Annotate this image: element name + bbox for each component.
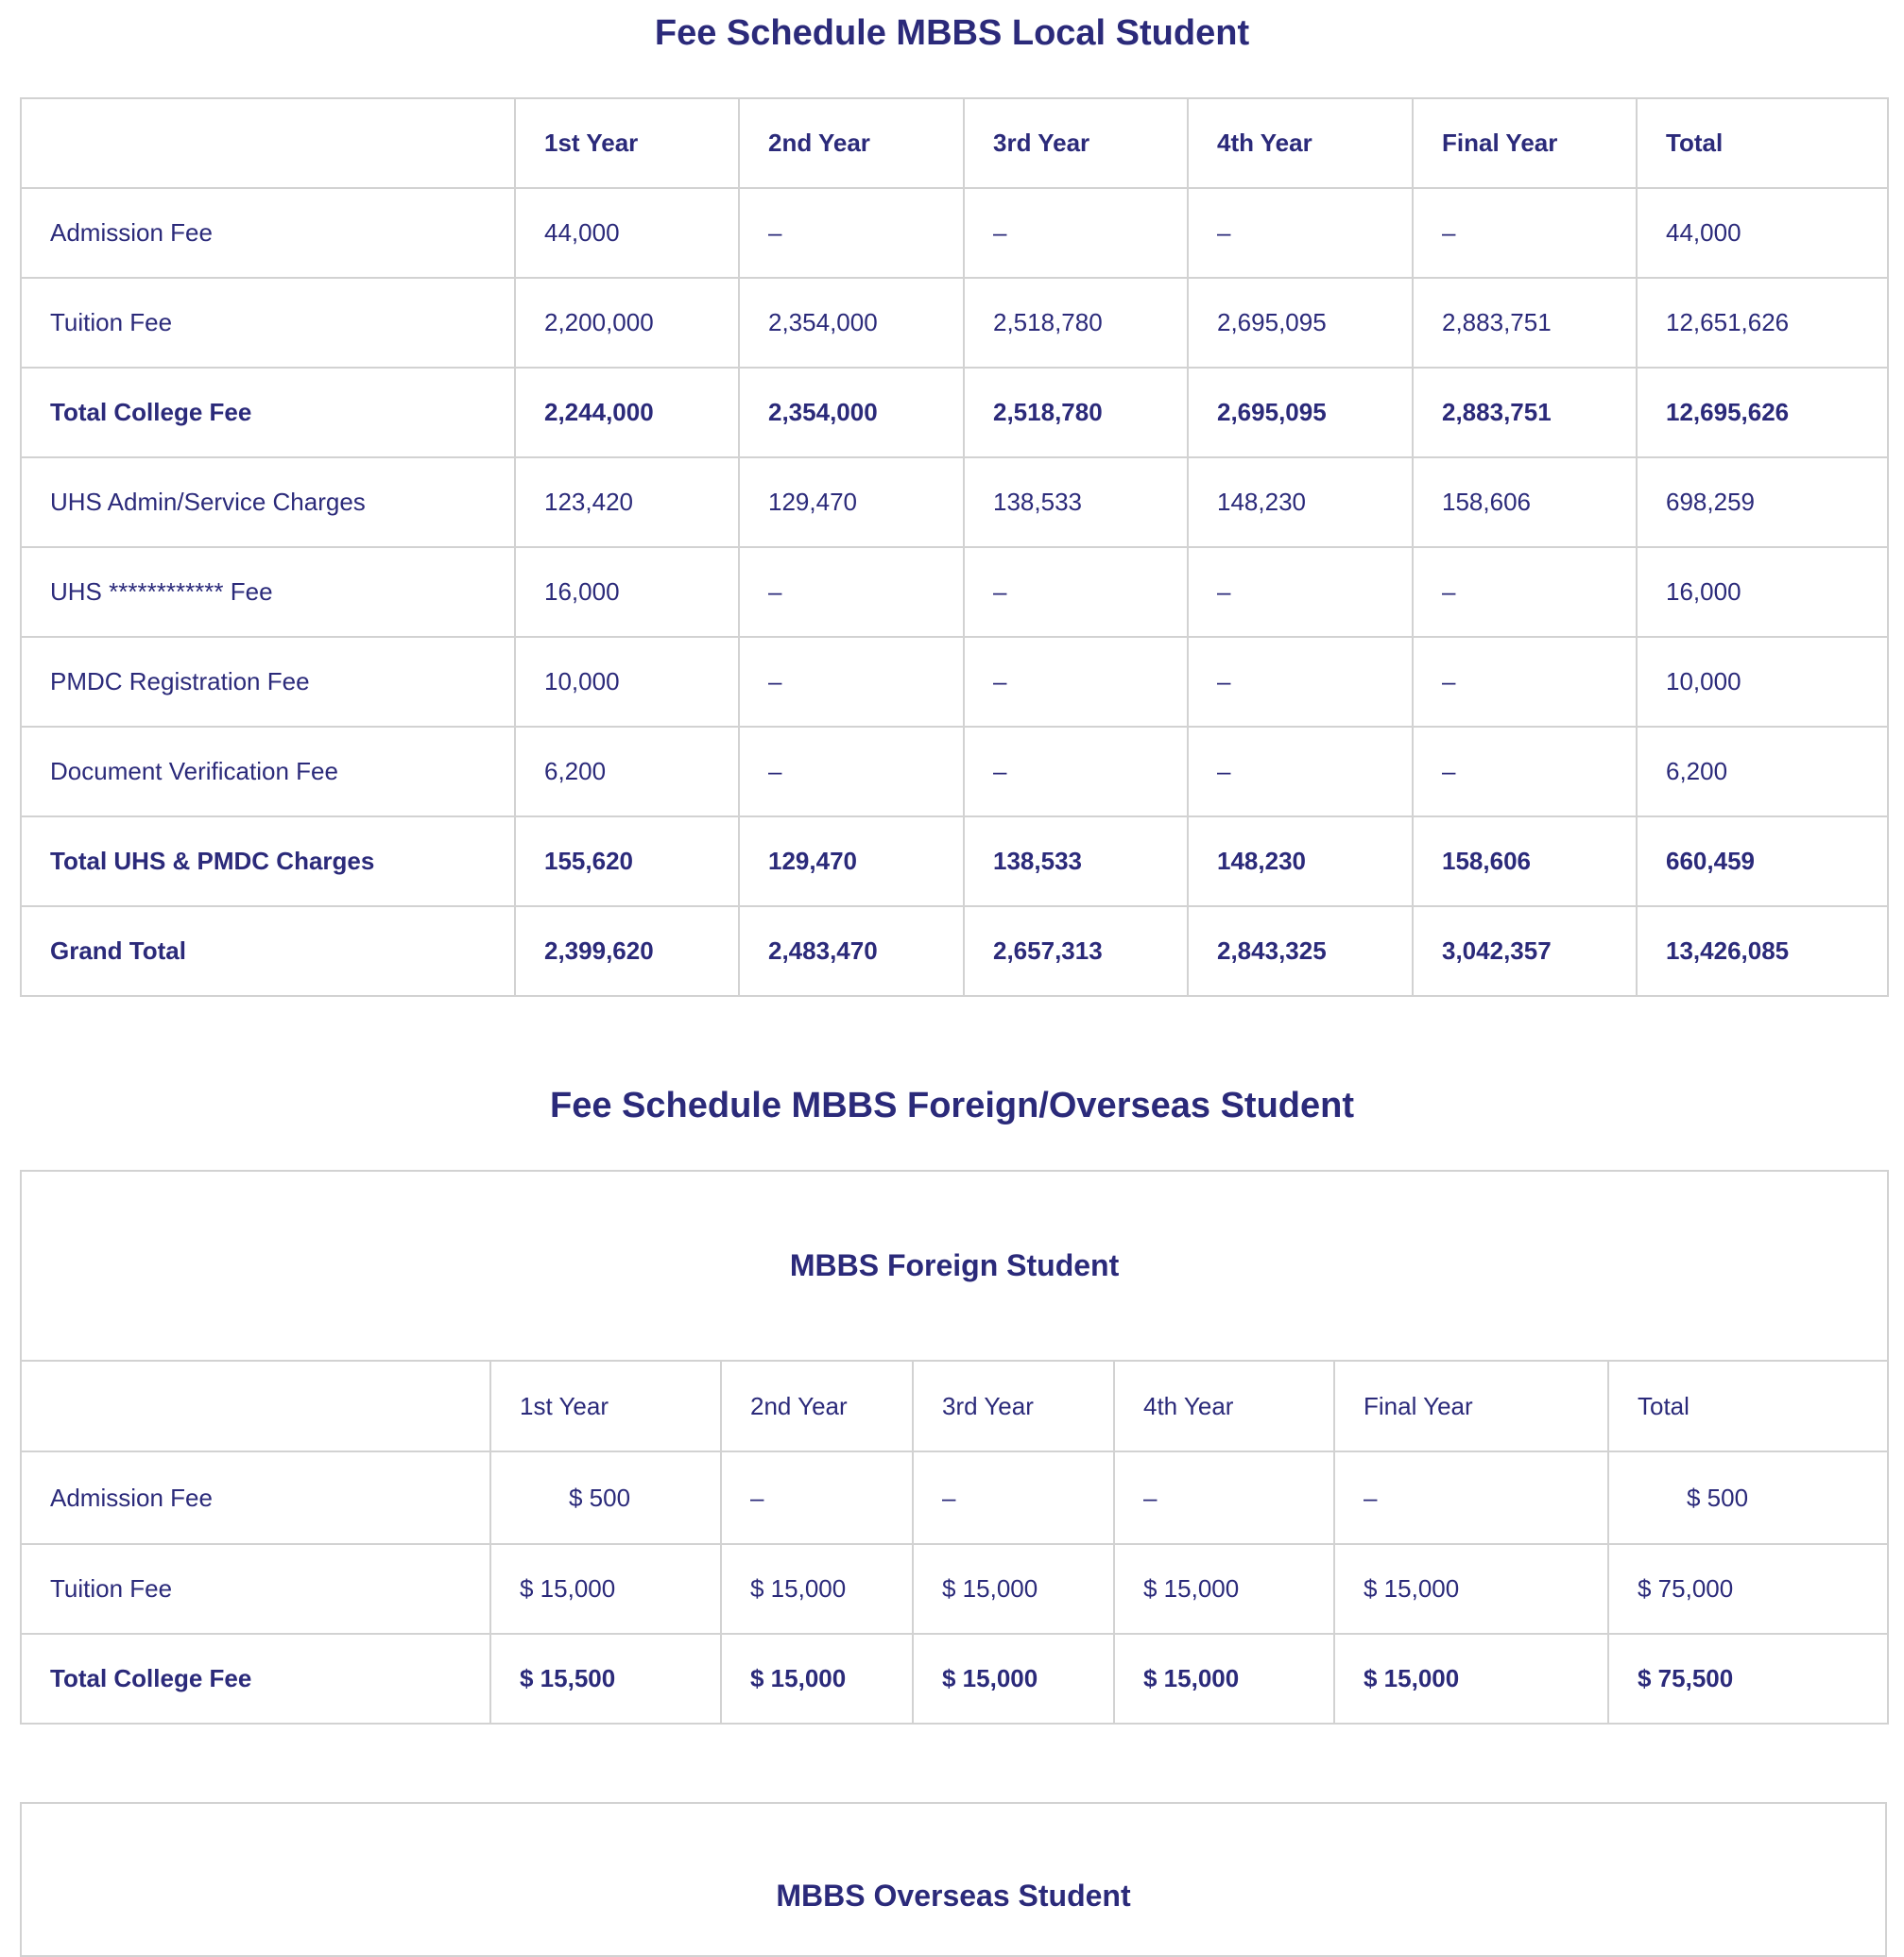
table-cell: 2,883,751 — [1413, 368, 1637, 457]
table-cell: 2,200,000 — [515, 278, 739, 368]
row-label: PMDC Registration Fee — [21, 637, 515, 727]
table-cell: $ 15,000 — [1114, 1634, 1334, 1724]
table-cell: – — [1413, 637, 1637, 727]
header-cell: 4th Year — [1188, 98, 1413, 188]
row-label: Tuition Fee — [21, 278, 515, 368]
header-cell: Final Year — [1334, 1361, 1608, 1451]
table-cell: $ 15,000 — [490, 1544, 721, 1634]
table-row — [21, 637, 1888, 727]
table-cell: 2,244,000 — [515, 368, 739, 457]
row-label: UHS Admin/Service Charges — [21, 457, 515, 547]
table-cell: 6,200 — [515, 727, 739, 816]
table-cell: 44,000 — [515, 188, 739, 278]
table-cell: 2,695,095 — [1188, 368, 1413, 457]
table-cell: 660,459 — [1637, 816, 1888, 906]
table-cell: 10,000 — [1637, 637, 1888, 727]
table-cell: $ 75,500 — [1608, 1634, 1888, 1724]
table-row — [21, 727, 1888, 816]
table-cell: – — [1413, 188, 1637, 278]
table-cell: 2,518,780 — [964, 368, 1188, 457]
table-cell: 12,651,626 — [1637, 278, 1888, 368]
table-row — [21, 368, 1888, 457]
table-cell: 13,426,085 — [1637, 906, 1888, 996]
table-cell: 155,620 — [515, 816, 739, 906]
row-label: UHS ************ Fee — [21, 547, 515, 637]
table-header-row — [21, 98, 1888, 188]
table-cell: 2,695,095 — [1188, 278, 1413, 368]
table-row — [21, 1451, 1888, 1544]
table-cell: $ 15,000 — [721, 1634, 913, 1724]
row-label: Total UHS & PMDC Charges — [21, 816, 515, 906]
row-label: Document Verification Fee — [21, 727, 515, 816]
header-cell — [21, 98, 515, 188]
table-row — [21, 1544, 1888, 1634]
overseas-student-caption: MBBS Overseas Student — [776, 1879, 1131, 1913]
table-cell: 12,695,626 — [1637, 368, 1888, 457]
table-cell: – — [964, 188, 1188, 278]
table-cell: – — [1188, 547, 1413, 637]
table-cell: 148,230 — [1188, 816, 1413, 906]
table-row — [21, 547, 1888, 637]
table-cell: $ 500 — [1608, 1451, 1888, 1544]
table-cell: 16,000 — [1637, 547, 1888, 637]
table-cell: – — [1413, 727, 1637, 816]
table-cell: $ 75,000 — [1608, 1544, 1888, 1634]
header-cell: Final Year — [1413, 98, 1637, 188]
table-row — [21, 1634, 1888, 1724]
header-cell: 1st Year — [490, 1361, 721, 1451]
table-cell: – — [913, 1451, 1114, 1544]
table-cell: $ 15,000 — [913, 1544, 1114, 1634]
table-cell: 698,259 — [1637, 457, 1888, 547]
table-cell: – — [964, 547, 1188, 637]
foreign-student-caption: MBBS Foreign Student — [21, 1171, 1888, 1361]
table-cell: – — [1334, 1451, 1608, 1544]
table-cell: 2,354,000 — [739, 278, 964, 368]
table-cell: 2,518,780 — [964, 278, 1188, 368]
table-cell: – — [1413, 547, 1637, 637]
header-cell: 4th Year — [1114, 1361, 1334, 1451]
table-caption-row — [21, 1171, 1888, 1361]
table-cell: 2,354,000 — [739, 368, 964, 457]
table-cell: 138,533 — [964, 457, 1188, 547]
table-cell: $ 15,000 — [721, 1544, 913, 1634]
table-cell: $ 15,000 — [913, 1634, 1114, 1724]
table-cell: $ 15,000 — [1334, 1634, 1608, 1724]
table-row — [21, 816, 1888, 906]
header-cell: 1st Year — [515, 98, 739, 188]
table-cell: 44,000 — [1637, 188, 1888, 278]
table-cell: 6,200 — [1637, 727, 1888, 816]
header-cell — [21, 1361, 490, 1451]
table-cell: $ 500 — [490, 1451, 721, 1544]
table-cell: 148,230 — [1188, 457, 1413, 547]
table-cell: – — [739, 727, 964, 816]
foreign-fee-table — [20, 1170, 1889, 1725]
table-cell: 16,000 — [515, 547, 739, 637]
header-cell: 3rd Year — [913, 1361, 1114, 1451]
table-cell: 2,399,620 — [515, 906, 739, 996]
local-fee-table — [20, 97, 1889, 997]
table-cell: 129,470 — [739, 457, 964, 547]
row-label: Admission Fee — [21, 1451, 490, 1544]
table-cell: $ 15,000 — [1114, 1544, 1334, 1634]
header-cell: 2nd Year — [739, 98, 964, 188]
row-label: Total College Fee — [21, 1634, 490, 1724]
table-cell: – — [1188, 727, 1413, 816]
table-cell: – — [739, 637, 964, 727]
table-cell: 2,883,751 — [1413, 278, 1637, 368]
table-cell: – — [739, 188, 964, 278]
table-cell: – — [739, 547, 964, 637]
header-cell: Total — [1608, 1361, 1888, 1451]
table-cell: – — [1188, 637, 1413, 727]
row-label: Tuition Fee — [21, 1544, 490, 1634]
table-cell: 158,606 — [1413, 457, 1637, 547]
table-cell: $ 15,500 — [490, 1634, 721, 1724]
table-cell: – — [1114, 1451, 1334, 1544]
table-cell: – — [1188, 188, 1413, 278]
table-row — [21, 906, 1888, 996]
table-cell: – — [721, 1451, 913, 1544]
table-row — [21, 278, 1888, 368]
header-cell: Total — [1637, 98, 1888, 188]
table-cell: $ 15,000 — [1334, 1544, 1608, 1634]
row-label: Total College Fee — [21, 368, 515, 457]
foreign-fee-title: Fee Schedule MBBS Foreign/Overseas Student — [550, 1086, 1354, 1125]
table-row — [21, 457, 1888, 547]
table-header-row — [21, 1361, 1888, 1451]
local-fee-title: Fee Schedule MBBS Local Student — [654, 13, 1250, 53]
table-cell: 138,533 — [964, 816, 1188, 906]
table-row — [21, 188, 1888, 278]
header-cell: 3rd Year — [964, 98, 1188, 188]
overseas-fee-table — [20, 1802, 1887, 1957]
table-cell: – — [964, 637, 1188, 727]
table-cell: 2,843,325 — [1188, 906, 1413, 996]
table-cell: 2,657,313 — [964, 906, 1188, 996]
table-cell: – — [964, 727, 1188, 816]
row-label: Admission Fee — [21, 188, 515, 278]
table-cell: 129,470 — [739, 816, 964, 906]
table-cell: 2,483,470 — [739, 906, 964, 996]
table-cell: 158,606 — [1413, 816, 1637, 906]
table-cell: 123,420 — [515, 457, 739, 547]
header-cell: 2nd Year — [721, 1361, 913, 1451]
table-cell: 3,042,357 — [1413, 906, 1637, 996]
table-cell: 10,000 — [515, 637, 739, 727]
row-label: Grand Total — [21, 906, 515, 996]
